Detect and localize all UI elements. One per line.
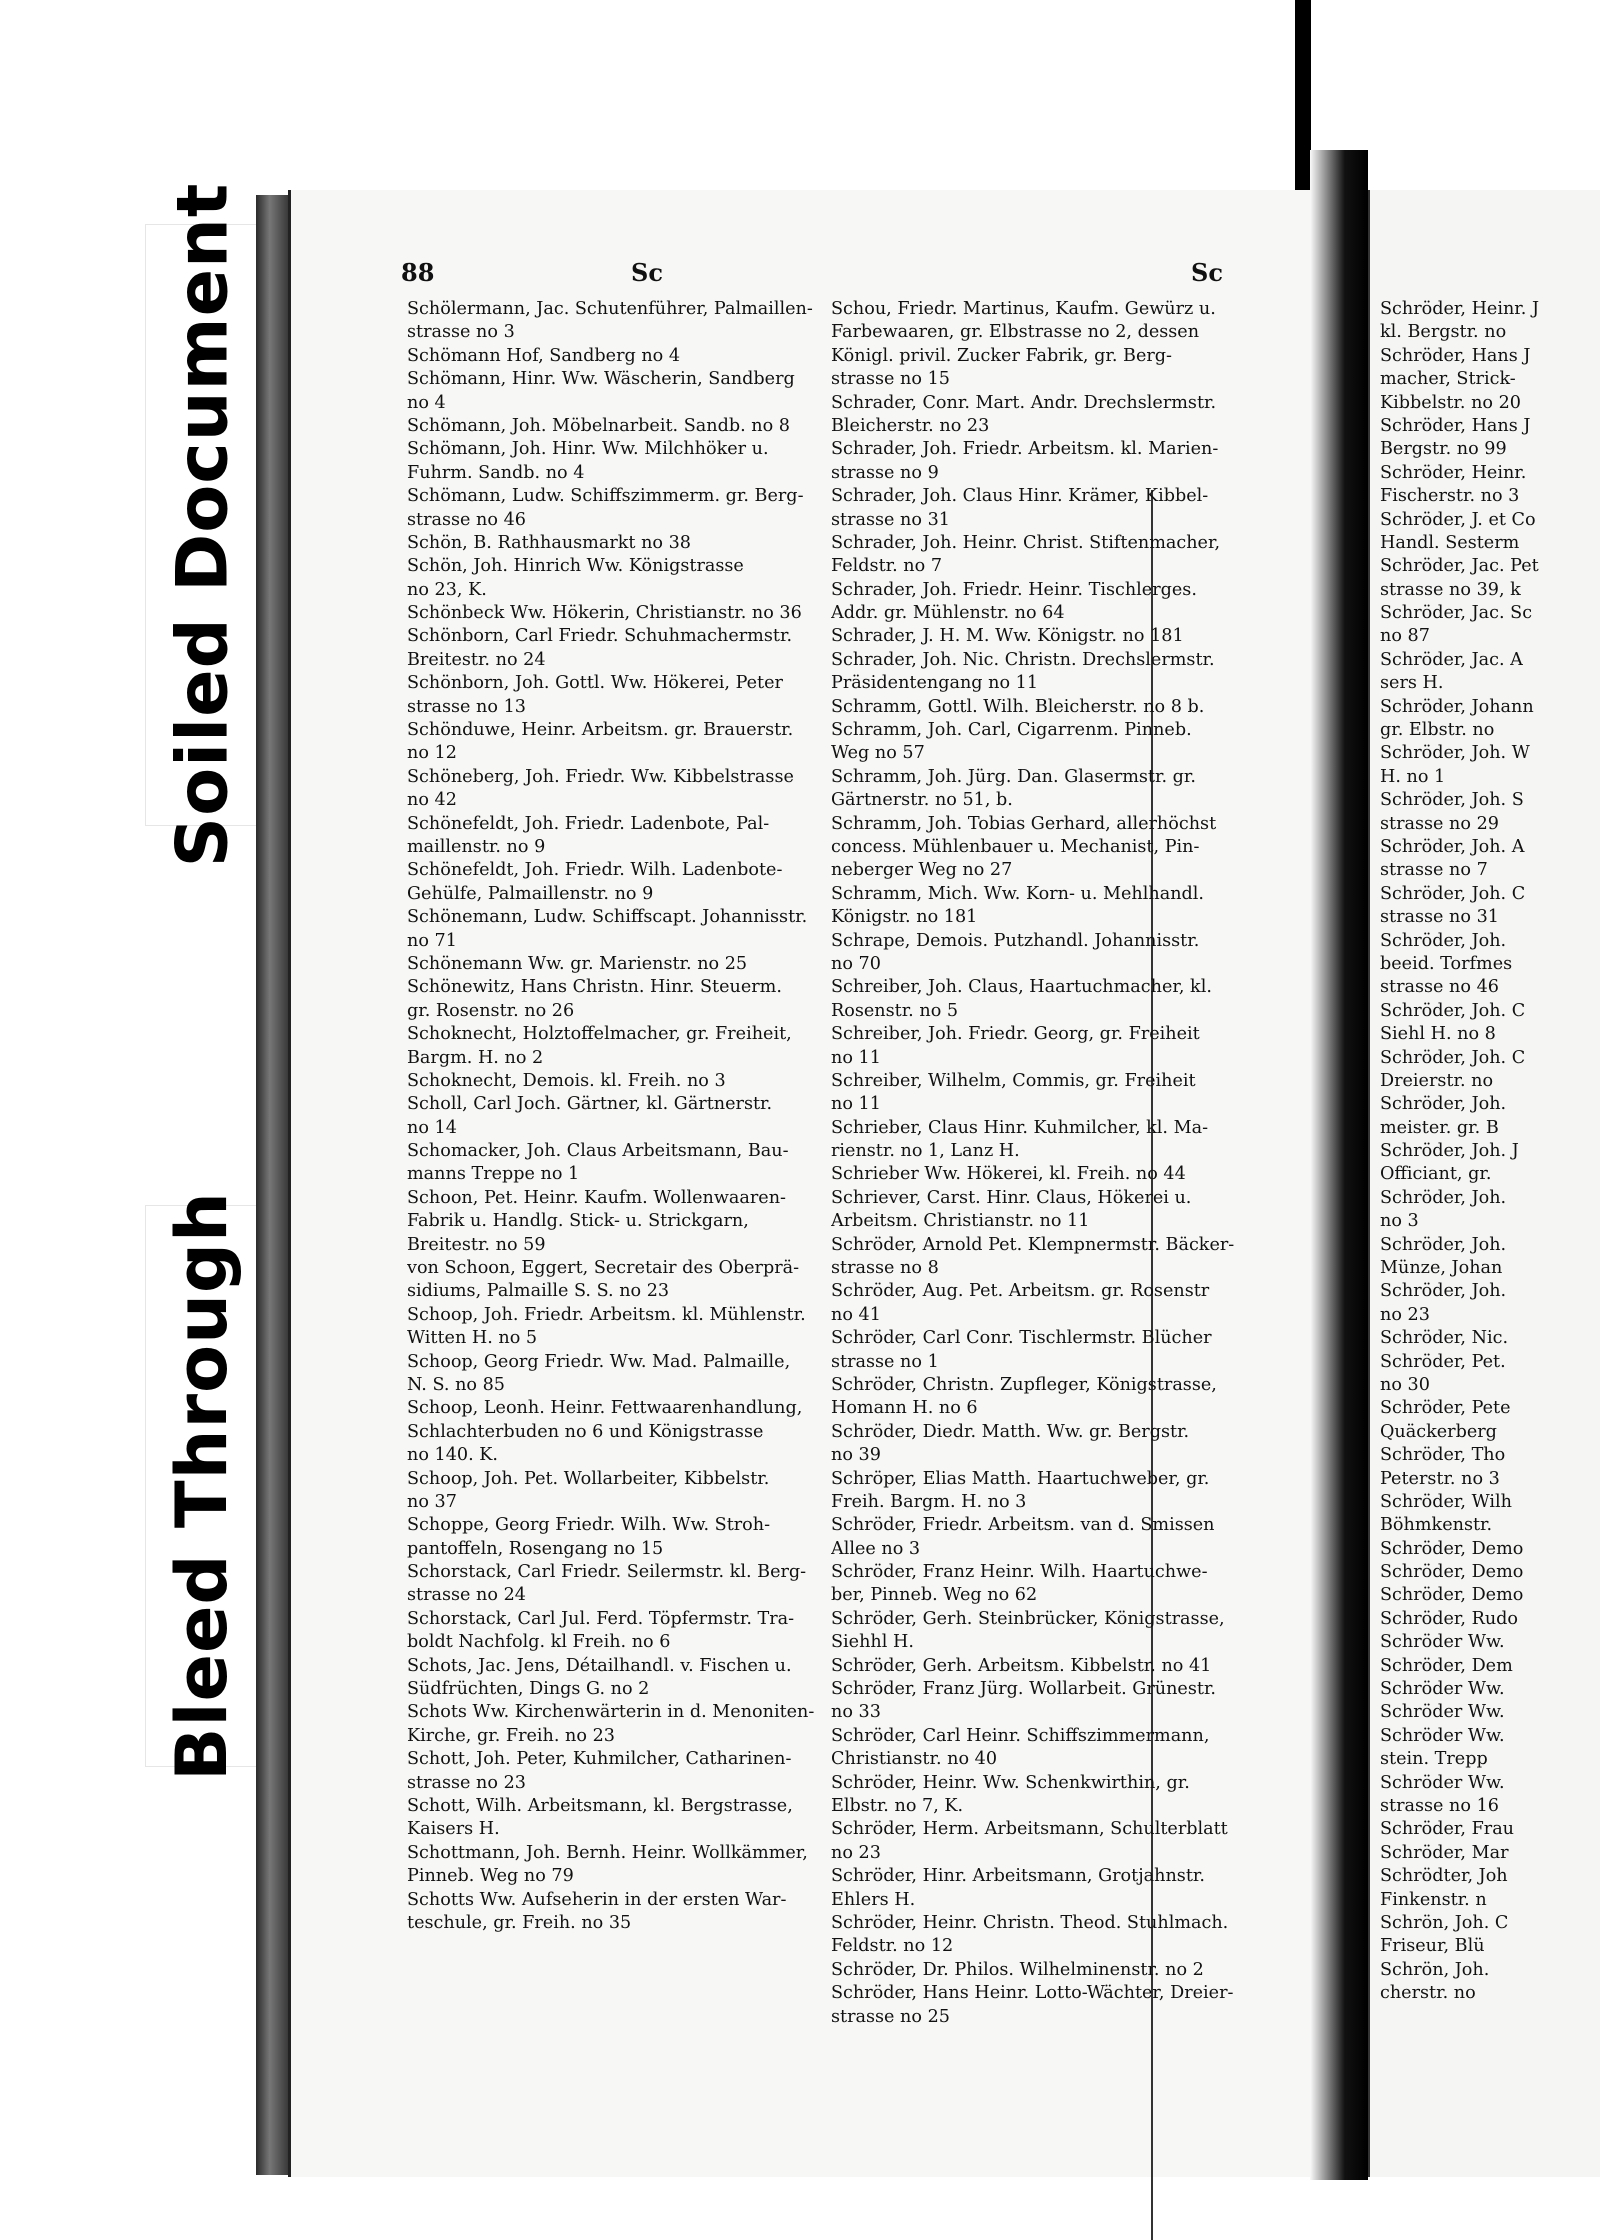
directory-entry-line: Königl. privil. Zucker Fabrik, gr. Berg- <box>831 345 1172 366</box>
directory-entry-line: no 11 <box>831 1094 881 1115</box>
book-gutter <box>1310 150 1368 2180</box>
directory-entry-line: Schömann, Joh. Hinr. Ww. Milchhöker u. <box>407 439 769 460</box>
directory-entry-line: H. no 1 <box>1380 766 1446 787</box>
directory-entry-line: Schömann, Hinr. Ww. Wäscherin, Sandberg <box>407 369 795 390</box>
directory-entry-line: strasse no 7 <box>1380 860 1488 881</box>
directory-entry-line: Schröder, Friedr. Arbeitsm. van d. Smissen <box>831 1515 1215 1536</box>
directory-entry-line: Schramm, Joh. Carl, Cigarrenm. Pinneb. <box>831 720 1192 741</box>
directory-entry-line: Kaisers H. <box>407 1819 500 1840</box>
directory-entry-line: Schramm, Mich. Ww. Korn- u. Mehlhandl. <box>831 883 1205 904</box>
directory-entry-line: Schorstack, Carl Friedr. Seilermstr. kl. Berg- <box>407 1562 807 1583</box>
directory-entry-line: Schröder, Joh. C <box>1380 1047 1526 1068</box>
directory-entry-line: concess. Mühlenbauer u. Mechanist, Pin- <box>831 836 1200 857</box>
directory-entry-line: no 4 <box>407 392 446 413</box>
directory-entry-line: strasse no 23 <box>407 1772 526 1793</box>
directory-entry-line: no 87 <box>1380 626 1430 647</box>
page-header <box>401 258 1223 298</box>
directory-entry-line: Schröder, Frau <box>1380 1819 1515 1840</box>
directory-entry-line: Fuhrm. Sandb. no 4 <box>407 462 585 483</box>
directory-entry-line: Arbeitsm. Christianstr. no 11 <box>831 1211 1090 1232</box>
directory-entry-line: Addr. gr. Mühlenstr. no 64 <box>831 603 1065 624</box>
directory-entry-line: ber, Pinneb. Weg no 62 <box>831 1585 1038 1606</box>
directory-entry-line: strasse no 24 <box>407 1585 526 1606</box>
directory-entry-line: Schröder, Nic. <box>1380 1328 1509 1349</box>
directory-entry-line: Schön, B. Rathhausmarkt no 38 <box>407 532 691 553</box>
directory-entry-line: Gärtnerstr. no 51, b. <box>831 790 1013 811</box>
directory-entry-line: Schott, Wilh. Arbeitsmann, kl. Bergstrasse, <box>407 1796 793 1816</box>
directory-entry-line: Schoop, Leonh. Heinr. Fettwaarenhandlung, <box>407 1398 803 1419</box>
directory-entry-line: strasse no 15 <box>831 369 950 390</box>
directory-entry-line: Officiant, gr. <box>1380 1164 1492 1185</box>
directory-entry-line: Schriever, Carst. Hinr. Claus, Hökerei u. <box>831 1187 1192 1208</box>
directory-entry-line: Schröder, Hans J <box>1380 345 1531 366</box>
right-column <box>1380 298 1600 2006</box>
directory-entry-line: no 11 <box>831 1047 881 1068</box>
directory-entry-line: strasse no 29 <box>1380 813 1499 834</box>
directory-entry-line: no 33 <box>831 1702 881 1723</box>
directory-entry-line: no 23 <box>831 1842 881 1863</box>
directory-entry-line: gr. Rosenstr. no 26 <box>407 1000 575 1021</box>
directory-entry-line: strasse no 13 <box>407 696 526 717</box>
directory-entry-line: Schröder, Joh. <box>1380 930 1507 951</box>
directory-entry-line: Schoop, Georg Friedr. Ww. Mad. Palmaille, <box>407 1351 791 1372</box>
directory-entry-line: Schreiber, Wilhelm, Commis, gr. Freiheit <box>831 1070 1196 1091</box>
directory-entry-line: Böhmkenstr. <box>1380 1515 1493 1536</box>
directory-entry-line: Schröder, Demo <box>1380 1585 1524 1606</box>
directory-entry-line: Breitestr. no 24 <box>407 649 546 670</box>
directory-entry-line: beeid. Torfmes <box>1380 953 1513 974</box>
directory-entry-line: Dreierstr. no <box>1380 1070 1494 1091</box>
directory-entry-line: Schröder, J. et Co <box>1380 509 1536 530</box>
directory-entry-line: Bleicherstr. no 23 <box>831 415 990 436</box>
soiled-document-label <box>146 182 258 868</box>
directory-entry-line: no 3 <box>1380 1211 1419 1232</box>
directory-entry-line: Kirche, gr. Freih. no 23 <box>407 1725 615 1746</box>
directory-entry-line: Siehl H. no 8 <box>1380 1024 1496 1045</box>
directory-entry-line: Schoknecht, Holztoffelmacher, gr. Freiheit, <box>407 1024 792 1045</box>
directory-entry-line: no 23 <box>1380 1304 1430 1325</box>
directory-entry-line: Weg no 57 <box>831 743 925 764</box>
directory-entry-line: Schomacker, Joh. Claus Arbeitsmann, Bau- <box>407 1141 789 1162</box>
directory-entry-line: strasse no 8 <box>831 1258 939 1279</box>
directory-entry-line: neberger Weg no 27 <box>831 860 1013 881</box>
directory-entry-line: Schröder, Carl Heinr. Schiffszimmermann, <box>831 1725 1210 1746</box>
directory-entry-line: Schoop, Joh. Pet. Wollarbeiter, Kibbelstr. <box>407 1468 770 1489</box>
directory-entry-line: Schramm, Joh. Tobias Gerhard, allerhöchst <box>831 813 1217 834</box>
directory-entry-line: von Schoon, Eggert, Secretair des Oberprä- <box>407 1258 800 1279</box>
book-edge <box>256 195 290 2175</box>
directory-entry-line: Farbewaaren, gr. Elbstrasse no 2, dessen <box>831 322 1200 343</box>
directory-entry-line: Schömann, Joh. Möbelnarbeit. Sandb. no 8 <box>407 415 790 436</box>
directory-entry-line: no 42 <box>407 790 457 811</box>
directory-entry-line: no 30 <box>1380 1374 1430 1395</box>
directory-entry-line: Schrieber Ww. Hökerei, kl. Freih. no 44 <box>831 1164 1186 1185</box>
directory-entry-line: Schröder, Jac. Sc <box>1380 603 1533 624</box>
directory-entry-line: Homann H. no 6 <box>831 1398 978 1419</box>
directory-entry-line: Schrieber, Claus Hinr. Kuhmilcher, kl. Ma- <box>831 1117 1209 1138</box>
directory-entry-line: Schröder, Franz Heinr. Wilh. Haartuchwe- <box>831 1562 1208 1583</box>
directory-entry-line: Schramm, Joh. Jürg. Dan. Glasermstr. gr. <box>831 766 1197 787</box>
directory-entry-line: Schröder, Joh. <box>1380 1234 1507 1255</box>
directory-entry-line: Fabrik u. Handlg. Stick- u. Strickgarn, <box>407 1211 749 1232</box>
directory-entry-line: Schröder, Jac. A <box>1380 649 1523 670</box>
directory-entry-line: Schrader, Joh. Claus Hinr. Krämer, Kibbel- <box>831 486 1209 507</box>
directory-entry-line: Scholl, Carl Joch. Gärtner, kl. Gärtnerstr. <box>407 1094 773 1115</box>
directory-entry-line: Handl. Sesterm <box>1380 532 1520 553</box>
bleed-through-label <box>146 1191 258 1781</box>
directory-entry-line: Schoop, Joh. Friedr. Arbeitsm. kl. Mühlenstr. <box>407 1304 806 1325</box>
directory-entry-line: Schröder, Dr. Philos. Wilhelminenstr. no 2 <box>831 1959 1204 1980</box>
directory-entry-line: Schreiber, Joh. Friedr. Georg, gr. Freiheit <box>831 1024 1200 1045</box>
directory-entry-line: Schröder, Joh. W <box>1380 743 1530 764</box>
directory-entry-line: no 41 <box>831 1304 881 1325</box>
directory-entry-line: Schröder, Joh. <box>1380 1094 1507 1115</box>
directory-entry-line: Schoknecht, Demois. kl. Freih. no 3 <box>407 1070 726 1091</box>
directory-entry-line: Schönewitz, Hans Christn. Hinr. Steuerm. <box>407 977 782 998</box>
directory-entry-line: boldt Nachfolg. kl Freih. no 6 <box>407 1632 671 1653</box>
directory-entry-line: Breitestr. no 59 <box>407 1234 546 1255</box>
directory-entry-line: strasse no 1 <box>831 1351 939 1372</box>
directory-entry-line: Christianstr. no 40 <box>831 1749 998 1770</box>
directory-entry-line: kl. Bergstr. no <box>1380 322 1507 343</box>
directory-entry-line: Schorstack, Carl Jul. Ferd. Töpfermstr. Tra- <box>407 1608 795 1629</box>
directory-entry-line: Schramm, Gottl. Wilh. Bleicherstr. no 8 b. <box>831 696 1205 717</box>
directory-entry-line: Schrader, J. H. M. Ww. Königstr. no 181 <box>831 626 1184 647</box>
header-abbreviation-left: Sc <box>631 258 663 287</box>
directory-entry-line: no 14 <box>407 1117 457 1138</box>
directory-entry-line: Schönbeck Ww. Hökerin, Christianstr. no 36 <box>407 603 802 624</box>
directory-entry-line: Schröder, Diedr. Matth. Ww. gr. Bergstr. <box>831 1421 1190 1442</box>
directory-entry-line: Schröder Ww. <box>1380 1702 1505 1723</box>
directory-entry-line: Bergstr. no 99 <box>1380 439 1507 460</box>
directory-entry-line: Bargm. H. no 2 <box>407 1047 544 1068</box>
directory-entry-line: Schröder, Hans J <box>1380 415 1531 436</box>
directory-entry-line: Schröder, Aug. Pet. Arbeitsm. gr. Rosenstr <box>831 1281 1210 1302</box>
directory-entry-line: Schröper, Elias Matth. Haartuchweber, gr. <box>831 1468 1210 1489</box>
bookmark-ribbon <box>1295 0 1311 190</box>
directory-entry-line: Schlachterbuden no 6 und Königstrasse <box>407 1421 764 1442</box>
directory-entry-line: Elbstr. no 7, K. <box>831 1796 964 1816</box>
directory-entry-line: meister. gr. B <box>1380 1117 1499 1138</box>
header-abbreviation-right: Sc <box>1191 258 1223 287</box>
directory-entry-line: Schrader, Joh. Friedr. Heinr. Tischlerges. <box>831 579 1197 600</box>
directory-entry-line: Schröder Ww. <box>1380 1772 1505 1793</box>
directory-entry-line: Pinneb. Weg no 79 <box>407 1866 574 1887</box>
directory-entry-line: Schröder, Arnold Pet. Klempnermstr. Bäcker- <box>831 1234 1235 1255</box>
directory-entry-line: Schröder, Gerh. Steinbrücker, Königstrasse, <box>831 1608 1225 1629</box>
directory-entry-line: Schönefeldt, Joh. Friedr. Wilh. Ladenbote- <box>407 860 783 881</box>
directory-page <box>288 190 1357 2177</box>
directory-entry-line: Schröder, Mar <box>1380 1842 1509 1863</box>
directory-entry-line: Schröder, Heinr. J <box>1380 299 1540 319</box>
directory-entry-line: Schönborn, Carl Friedr. Schuhmachermstr. <box>407 626 793 647</box>
directory-entry-line: Schröder, Hans Heinr. Lotto-Wächter, Dreier- <box>831 1983 1234 2004</box>
directory-entry-line: Schröder, Joh. S <box>1380 790 1524 811</box>
directory-entry-line: Schönemann Ww. gr. Marienstr. no 25 <box>407 953 748 974</box>
directory-entry-line: Schröder, Gerh. Arbeitsm. Kibbelstr. no 41 <box>831 1655 1212 1676</box>
directory-entry-line: no 70 <box>831 953 881 974</box>
directory-entry-line: Schrön, Joh. <box>1380 1959 1490 1980</box>
directory-entry-line: Schrader, Joh. Heinr. Christ. Stiftenmacher, <box>831 532 1221 553</box>
directory-entry-line: strasse no 9 <box>831 462 939 483</box>
middle-column <box>831 298 1263 2029</box>
directory-entry-line: Schoppe, Georg Friedr. Wilh. Ww. Stroh- <box>407 1515 771 1536</box>
directory-entry-line: Schömann Hof, Sandberg no 4 <box>407 345 681 366</box>
directory-entry-line: Präsidentengang no 11 <box>831 673 1039 694</box>
directory-entry-line: cherstr. no <box>1380 1983 1476 2004</box>
directory-entry-line: Schrader, Conr. Mart. Andr. Drechslermstr. <box>831 392 1217 413</box>
directory-entry-line: Feldstr. no 7 <box>831 556 943 577</box>
directory-entry-line: Freih. Bargm. H. no 3 <box>831 1491 1027 1512</box>
directory-entry-line: sidiums, Palmaille S. S. no 23 <box>407 1281 670 1302</box>
directory-entry-line: Schömann, Ludw. Schiffszimmerm. gr. Berg- <box>407 486 804 507</box>
directory-entry-line: Schön, Joh. Hinrich Ww. Königstrasse <box>407 556 744 577</box>
directory-entry-line: Schröder, Joh. A <box>1380 836 1525 857</box>
directory-entry-line: Schottmann, Joh. Bernh. Heinr. Wollkämmer, <box>407 1842 808 1863</box>
directory-entry-line: Südfrüchten, Dings G. no 2 <box>407 1679 650 1700</box>
directory-entry-line: Schrader, Joh. Nic. Christn. Drechslermstr. <box>831 649 1215 670</box>
directory-entry-line: Schröder, Joh. C <box>1380 883 1526 904</box>
directory-entry-line: Schröder, Hinr. Arbeitsmann, Grotjahnstr. <box>831 1866 1205 1887</box>
directory-entry-line: Schröder, Joh. C <box>1380 1000 1526 1021</box>
directory-entry-line: Allee no 3 <box>831 1538 921 1559</box>
directory-entry-line: Schröder, Carl Conr. Tischlermstr. Blücher <box>831 1328 1212 1349</box>
directory-entry-line: Schrape, Demois. Putzhandl. Johannisstr. <box>831 930 1200 951</box>
directory-entry-line: pantoffeln, Rosengang no 15 <box>407 1538 664 1559</box>
directory-entry-line: N. S. no 85 <box>407 1374 505 1395</box>
directory-entry-line: Schröder, Heinr. Christn. Theod. Stuhlmach. <box>831 1912 1229 1933</box>
directory-entry-line: Schröder, Rudo <box>1380 1608 1519 1629</box>
directory-entry-line: Kibbelstr. no 20 <box>1380 392 1521 413</box>
directory-entry-line: no 23, K. <box>407 579 487 600</box>
directory-entry-line: Finkenstr. n <box>1380 1889 1487 1910</box>
directory-entry-line: rienstr. no 1, Lanz H. <box>831 1141 1020 1162</box>
directory-entry-line: Schröder, Heinr. <box>1380 462 1527 483</box>
directory-entry-line: Schröder, Franz Jürg. Wollarbeit. Grünestr. <box>831 1679 1217 1700</box>
directory-entry-line: Schou, Friedr. Martinus, Kaufm. Gewürz u. <box>831 299 1216 319</box>
directory-entry-line: strasse no 39, k <box>1380 579 1521 600</box>
directory-entry-line: Münze, Johan <box>1380 1258 1503 1279</box>
directory-entry-line: Schröder, Wilh <box>1380 1491 1512 1512</box>
directory-entry-line: Schröder Ww. <box>1380 1725 1505 1746</box>
directory-entry-line: no 37 <box>407 1491 457 1512</box>
directory-entry-line: Gehülfe, Palmaillenstr. no 9 <box>407 883 654 904</box>
directory-entry-line: Schröder, Heinr. Ww. Schenkwirthin, gr. <box>831 1772 1190 1793</box>
directory-entry-line: Schoon, Pet. Heinr. Kaufm. Wollenwaaren- <box>407 1187 786 1208</box>
directory-entry-line: Schott, Joh. Peter, Kuhmilcher, Catharinen- <box>407 1749 792 1770</box>
directory-entry-line: strasse no 46 <box>1380 977 1499 998</box>
directory-entry-line: Schönemann, Ludw. Schiffscapt. Johannisstr. <box>407 907 808 928</box>
bleed-through-label-text: Bleed Through <box>161 1191 243 1781</box>
directory-entry-line: Schönefeldt, Joh. Friedr. Ladenbote, Pal- <box>407 813 770 834</box>
left-column <box>407 298 817 1935</box>
directory-entry-line: strasse no 31 <box>831 509 950 530</box>
directory-entry-line: Schots Ww. Kirchenwärterin in d. Menoniten- <box>407 1702 815 1723</box>
directory-entry-line: Quäckerberg <box>1380 1421 1497 1442</box>
directory-entry-line: Schröder, Johann <box>1380 696 1534 717</box>
directory-entry-line: Schreiber, Joh. Claus, Haartuchmacher, kl. <box>831 977 1212 998</box>
directory-entry-line: Schröder, Jac. Pet <box>1380 556 1539 577</box>
directory-entry-line: no 39 <box>831 1445 881 1466</box>
directory-entry-line: Schöneberg, Joh. Friedr. Ww. Kibbelstrasse <box>407 766 794 787</box>
directory-entry-line: Schröder, Pet. <box>1380 1351 1506 1372</box>
directory-entry-line: Königstr. no 181 <box>831 907 978 928</box>
directory-entry-line: strasse no 46 <box>407 509 526 530</box>
directory-entry-line: Schröder, Herm. Arbeitsmann, Schulterblatt <box>831 1819 1228 1840</box>
directory-entry-line: Schölermann, Jac. Schutenführer, Palmaillen- <box>407 299 813 319</box>
directory-entry-line: Schröder, Demo <box>1380 1562 1524 1583</box>
directory-entry-line: Schröder, Pete <box>1380 1398 1511 1419</box>
directory-entry-line: Peterstr. no 3 <box>1380 1468 1500 1489</box>
directory-entry-line: Schröder, Joh. J <box>1380 1141 1519 1162</box>
directory-entry-line: Schröder, Dem <box>1380 1655 1513 1676</box>
directory-entry-line: Schönduwe, Heinr. Arbeitsm. gr. Brauerstr. <box>407 720 794 741</box>
directory-entry-line: strasse no 25 <box>831 2006 950 2027</box>
directory-entry-line: Schröder, Joh. <box>1380 1187 1507 1208</box>
directory-entry-line: Schröder Ww. <box>1380 1679 1505 1700</box>
directory-entry-line: teschule, gr. Freih. no 35 <box>407 1912 632 1933</box>
directory-entry-line: strasse no 3 <box>407 322 515 343</box>
directory-entry-line: Schönborn, Joh. Gottl. Ww. Hökerei, Peter <box>407 673 783 694</box>
soiled-document-label-text: Soiled Document <box>161 182 243 868</box>
directory-entry-line: strasse no 31 <box>1380 907 1499 928</box>
directory-entry-line: Schröder Ww. <box>1380 1632 1505 1653</box>
directory-entry-line: no 71 <box>407 930 457 951</box>
directory-entry-line: Schotts Ww. Aufseherin in der ersten War- <box>407 1889 787 1910</box>
directory-entry-line: stein. Trepp <box>1380 1749 1488 1770</box>
directory-entry-line: Fischerstr. no 3 <box>1380 486 1520 507</box>
directory-entry-line: gr. Elbstr. no <box>1380 720 1495 741</box>
directory-entry-line: no 12 <box>407 743 457 764</box>
directory-entry-line: Schröder, Christn. Zupfleger, Königstrasse, <box>831 1374 1217 1395</box>
directory-entry-line: no 140. K. <box>407 1445 499 1466</box>
directory-entry-line: Schröder, Tho <box>1380 1445 1506 1466</box>
facing-page-fragment <box>1368 190 1600 2177</box>
directory-entry-line: Schröder, Joh. <box>1380 1281 1507 1302</box>
directory-entry-line: Friseur, Blü <box>1380 1936 1485 1957</box>
directory-entry-line: maillenstr. no 9 <box>407 836 546 857</box>
directory-entry-line: Witten H. no 5 <box>407 1328 538 1349</box>
directory-entry-line: Schrön, Joh. C <box>1380 1912 1509 1933</box>
page-number: 88 <box>401 258 435 287</box>
directory-entry-line: Schröder, Demo <box>1380 1538 1524 1559</box>
directory-entry-line: macher, Strick- <box>1380 369 1516 390</box>
directory-entry-line: Feldstr. no 12 <box>831 1936 954 1957</box>
directory-entry-line: Ehlers H. <box>831 1889 916 1910</box>
directory-entry-line: Schots, Jac. Jens, Détailhandl. v. Fischen u. <box>407 1655 792 1676</box>
directory-entry-line: Siehhl H. <box>831 1632 914 1653</box>
directory-entry-line: Rosenstr. no 5 <box>831 1000 959 1021</box>
directory-entry-line: manns Treppe no 1 <box>407 1164 580 1185</box>
directory-entry-line: Schrader, Joh. Friedr. Arbeitsm. kl. Marien- <box>831 439 1219 460</box>
directory-entry-line: strasse no 16 <box>1380 1796 1499 1816</box>
directory-entry-line: sers H. <box>1380 673 1444 694</box>
directory-entry-line: Schrödter, Joh <box>1380 1866 1508 1887</box>
